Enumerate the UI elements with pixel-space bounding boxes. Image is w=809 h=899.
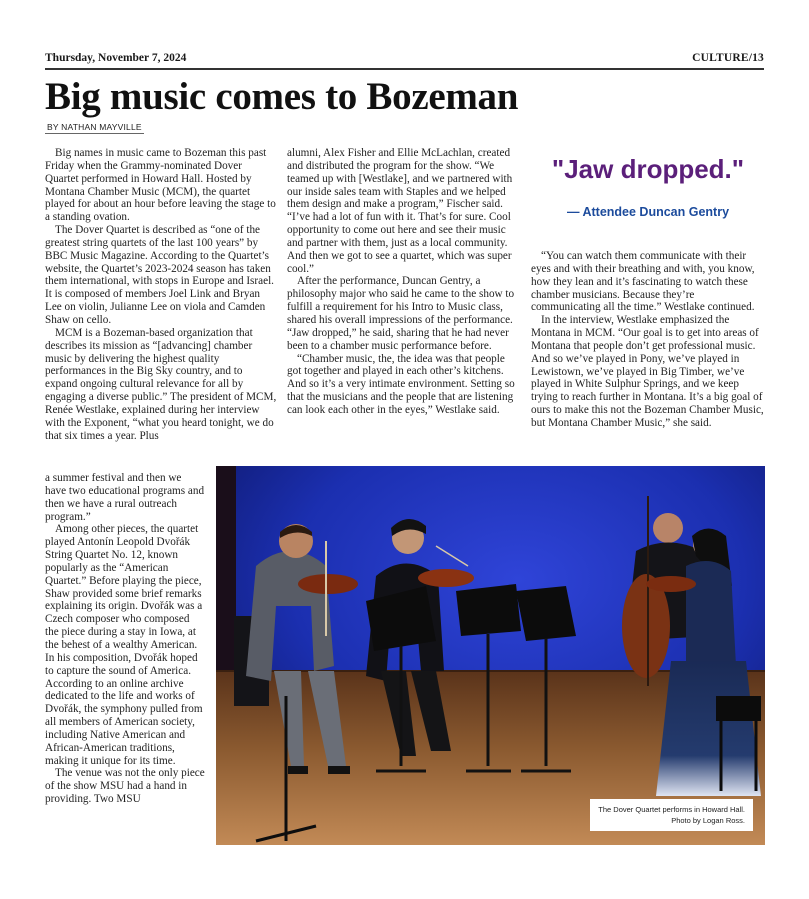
article-byline: BY NATHAN MAYVILLE xyxy=(47,122,142,132)
paragraph: In the interview, Westlake emphasized the Montana in MCM. “Our goal is to get into areas of Montana that people don’t get professional music. And so we’ve played in Pony, we’ve played in Lewistown, we’ve played in Big Timber, we’ve played in White Sulphur Springs, and we keep trying to reach further in Montana. It’s a big goal of ours to make this not the Bozeman Chamber Music, but Montana Chamber Music,” she said. xyxy=(531,314,764,429)
section-page-label: CULTURE/13 xyxy=(692,52,764,64)
paragraph: Big names in music came to Bozeman this past Friday when the Grammy-nominated Dover Quartet performed in Howard Hall. Hosted by Montana Chamber Music (MCM), the quartet played for about an hour before leaving the stage to a standing ovation. xyxy=(45,147,276,224)
photo-caption xyxy=(590,799,753,831)
paragraph: Among other pieces, the quartet played Antonín Leopold Dvořák String Quartet No. 12, known popularly as the “American Quartet.” Before playing the piece, Shaw provided some brief remarks explaining its origin. Dvořák was a Czech composer who composed the piece during a stay in Iowa, at the behest of a wealthy American. In his composition, Dvořák hoped to capture the sound of America. According to an online archive dedicated to the life and works of Dvořák, the symphony pulled from all members of American society, including Native American and African-American traditions, making it unique for its time. xyxy=(45,523,203,767)
pull-quote-attribution: — Attendee Duncan Gentry xyxy=(566,205,730,219)
paragraph: “You can watch them communicate with their eyes and with their breathing and with, you know, how they lean and it’s fascinating to watch these chamber musicians. Because they’re communicating all the time.” Westlake continued. xyxy=(531,250,755,314)
photo-caption-text: The Dover Quartet performs in Howard Hall. xyxy=(598,805,745,814)
article-column-2 xyxy=(287,147,521,417)
article-headline: Big music comes to Bozeman xyxy=(45,75,519,118)
paragraph: a summer festival and then we have two educational programs and then we have a rural outreach program.” xyxy=(45,472,205,523)
article-column-1-continued xyxy=(45,472,205,806)
paragraph: The venue was not the only piece of the show MSU had a hand in providing. Two MSU xyxy=(45,767,205,806)
quartet-photo xyxy=(216,466,765,845)
photo-credit: Photo by Logan Ross. xyxy=(671,816,745,825)
quartet-photo-illustration xyxy=(216,466,765,845)
paragraph: alumni, Alex Fisher and Ellie McLachlan, created and distributed the program for the show. “We teamed up with [Westlake], and we partnered with our inside sales team with Staples and we helped them design and make a program,” Fischer said. “I’ve had a lot of fun with it. That’s for sure. Cool opportunity to come out here and see their music and partner with them, just as a local community. And then we got to see a quartet, which was super cool.” xyxy=(287,147,513,275)
paragraph: After the performance, Duncan Gentry, a philosophy major who said he came to the show to fulfill a requirement for his Intro to Music class, shared his overall impressions of the performance. “Jaw dropped,” he said, sharing that he had never been to a chamber music performance before. xyxy=(287,275,515,352)
article-column-1 xyxy=(45,147,277,442)
paragraph: MCM is a Bozeman-based organization that describes its mission as “[advancing] chamber music by delivering the highest quality performances in the Big Sky country, and to expand ongoing cultural relevance for all by engaging a diverse public.” The president of MCM, Renée Westlake, explained during her interview with the Exponent, “what you heard tonight, we do that six times a year. Plus xyxy=(45,326,277,442)
header-rule xyxy=(45,68,764,70)
article-column-3 xyxy=(531,250,765,430)
paragraph: “Chamber music, the, the idea was that people got together and played in each other’s kitchens. And so it’s a very intimate environment. Setting so that the musicians and the people that are listening can look each other in the eyes,” Westlake said. xyxy=(287,352,515,416)
paragraph: The Dover Quartet is described as “one of the greatest string quartets of the last 100 years” by BBC Music Magazine. According to the Quartet’s website, the Quartet’s 2023-2024 season has taken them international, with stops in Europe and Israel. It is composed of members Joel Link and Bryan Lee on violin, Julianne Lee on viola and Camden Shaw on cello. xyxy=(45,224,274,326)
pull-quote: "Jaw dropped." xyxy=(551,154,745,184)
issue-date: Thursday, November 7, 2024 xyxy=(45,52,187,64)
